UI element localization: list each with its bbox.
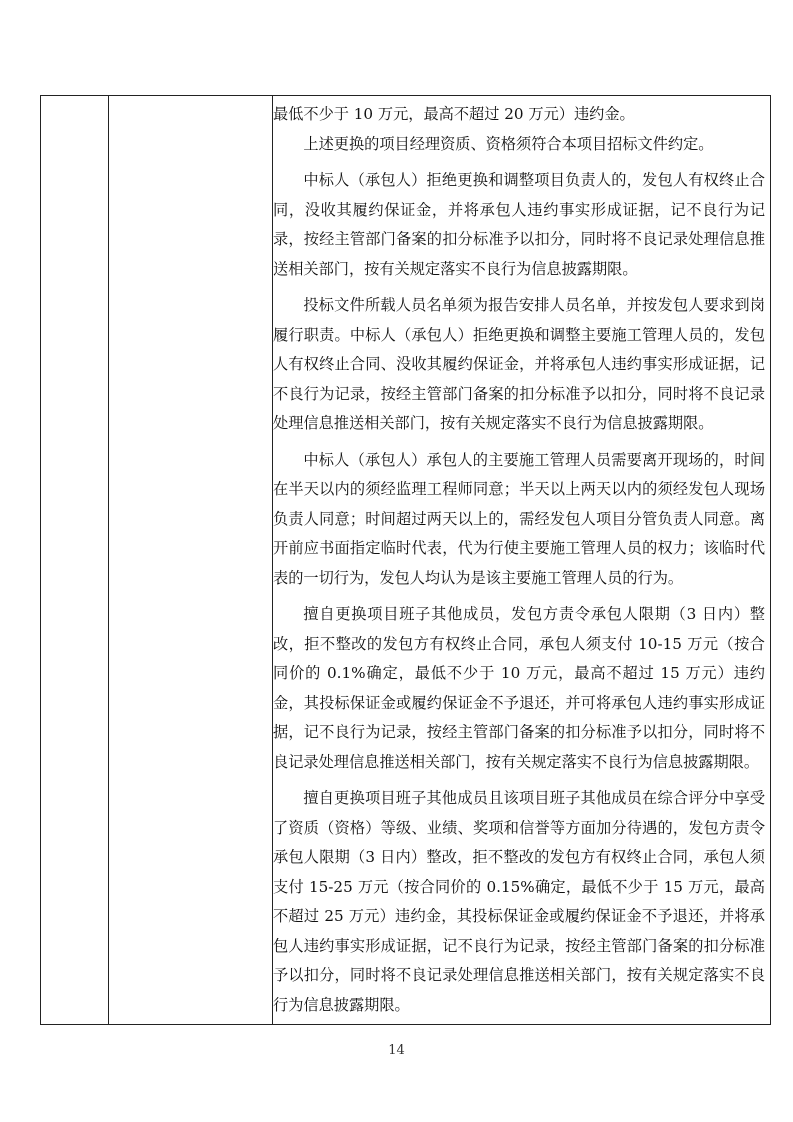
paragraph-3: 中标人（承包人）拒绝更换和调整项目负责人的，发包人有权终止合同，没收其履约保证金，并将承包人违约事实形成证据，记不良行为记录，按经主管部门备案的扣分标准予以扣分，同时将不良记录处理信息推送相关部门，按有关规定落实不良行为信息披露期限。 bbox=[273, 171, 765, 278]
paragraph-2: 上述更换的项目经理资质、资格须符合本项目招标文件约定。 bbox=[303, 134, 714, 153]
table-content-cell bbox=[273, 100, 765, 1020]
column-divider-1 bbox=[108, 96, 109, 1024]
paragraph-5: 中标人（承包人）承包人的主要施工管理人员需要离开现场的，时间在半天以内的须经监理工程师同意；半天以上两天以内的须经发包人现场负责人同意；时间超过两天以上的，需经发包人项目分管负责人同意。离开前应书面指定临时代表，代为行使主要施工管理人员的权力；该临时代表的一切行为，发包人均认为是该主要施工管理人员的行为。 bbox=[273, 450, 765, 587]
paragraph-7: 擅自更换项目班子其他成员且该项目班子其他成员在综合评分中享受了资质（资格）等级、业绩、奖项和信誉等方面加分待遇的，发包方责令承包人限期（3 日内）整改，拒不整改的发包方有权终止合同，承包人须支付 15-25 万元（按合同价的 0.15%确定，最低不少于 15 万元，最高不超过 25 万元）违约金，其投标保证金或履约保证金不予退还，并将承包人违约事实形成证据，记不良行为记录，按经主管部门备案的扣分标准予以扣分，同时将不良记录处理信息推送相关部门，按有关规定落实不良行为信息披露期限。 bbox=[273, 789, 765, 1014]
paragraph-6: 擅自更换项目班子其他成员，发包方责令承包人限期（3 日内）整改，拒不整改的发包方有权终止合同，承包人须支付 10-15 万元（按合同价的 0.1%确定，最低不少于 10 万元，最高不超过 15 万元）违约金，其投标保证金或履约保证金不予退还，并可将承包人违约事实形成证据，记不良行为记录，按经主管部门备案的扣分标准予以扣分，同时将不良记录处理信息推送相关部门，按有关规定落实不良行为信息披露期限。 bbox=[273, 605, 765, 771]
paragraph-1: 最低不少于 10 万元，最高不超过 20 万元）违约金。 bbox=[273, 105, 635, 123]
page-number: 14 bbox=[388, 1043, 405, 1058]
paragraph-4: 投标文件所载人员名单须为报告安排人员名单，并按发包人要求到岗履行职责。中标人（承包人）拒绝更换和调整主要施工管理人员的，发包人有权终止合同、没收其履约保证金，并将承包人违约事实形成证据，记不良行为记录，按经主管部门备案的扣分标准予以扣分，同时将不良记录处理信息推送相关部门，按有关规定落实不良行为信息披露期限。 bbox=[273, 296, 765, 432]
